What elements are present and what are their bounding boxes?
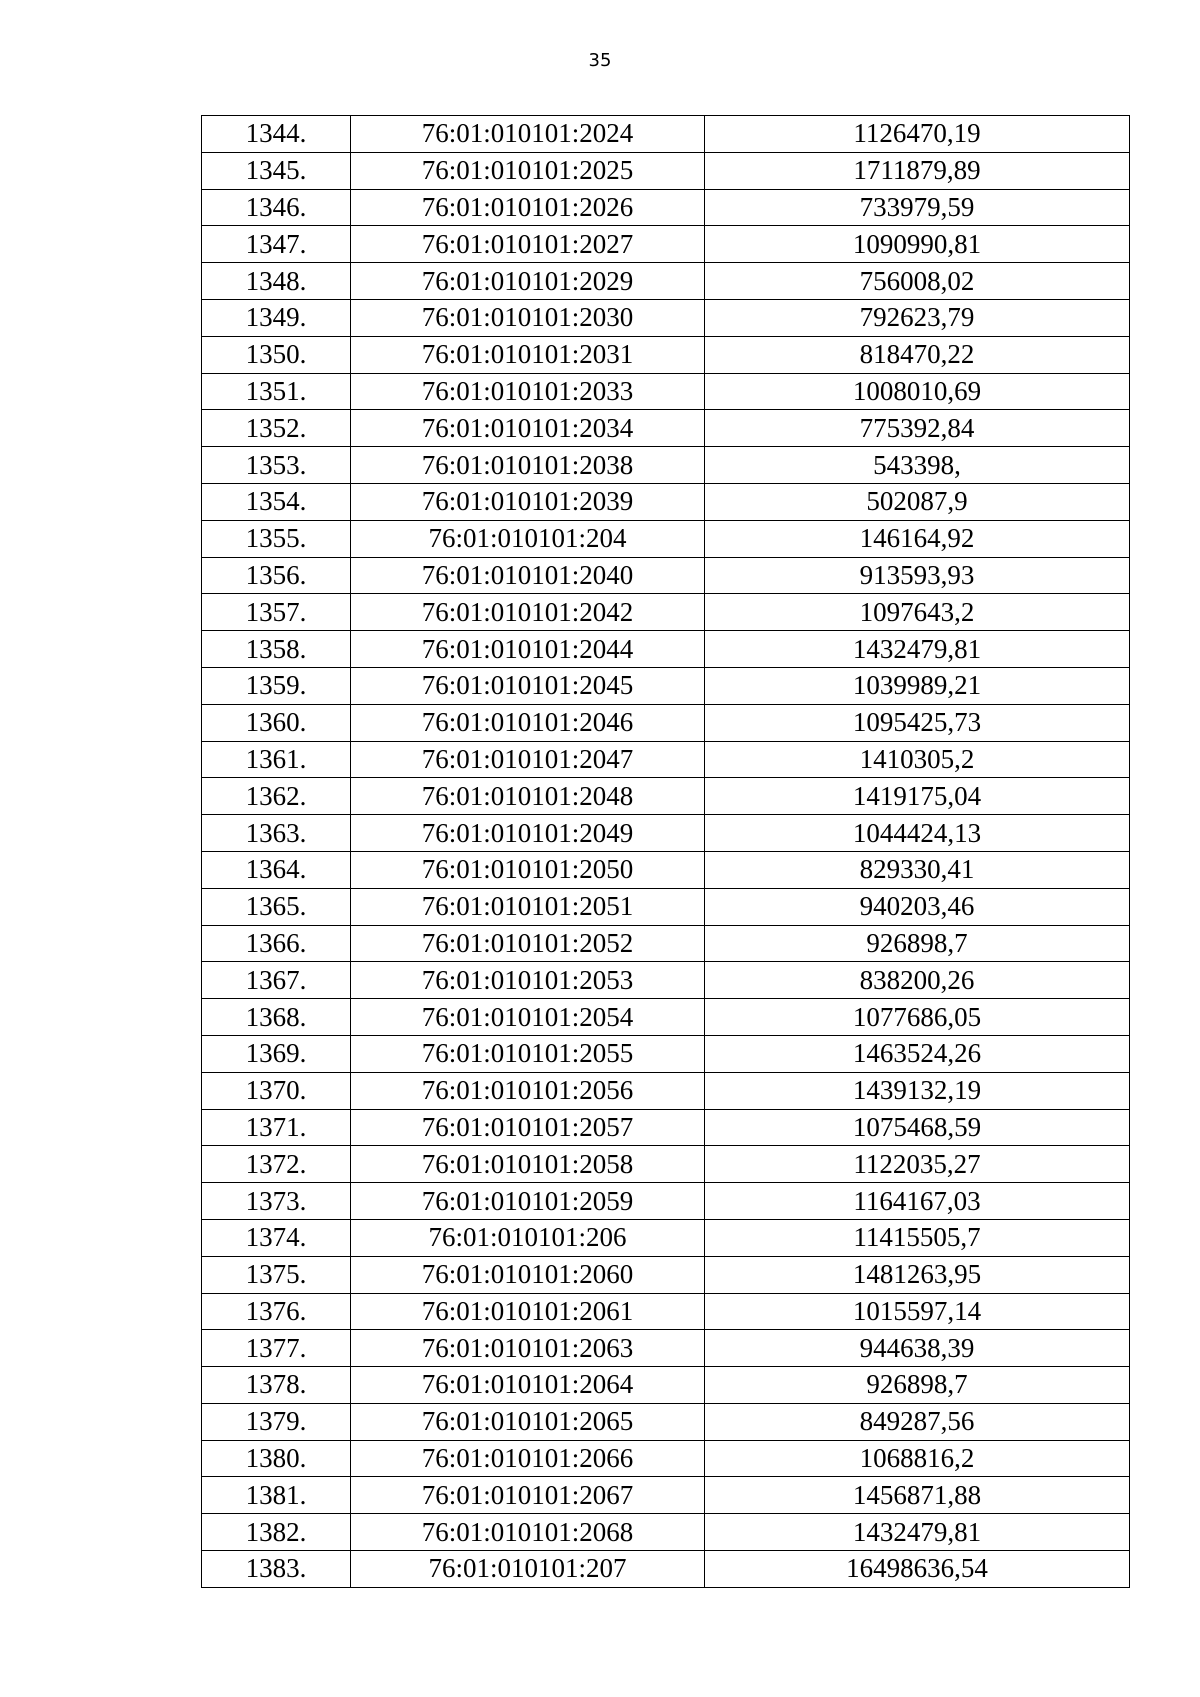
table-row <box>202 557 1130 594</box>
cadastral-number-cell: 76:01:010101:2048 <box>351 778 705 815</box>
value-cell: 1126470,19 <box>705 116 1130 153</box>
table-row <box>202 851 1130 888</box>
row-number-cell: 1351. <box>202 373 351 410</box>
value-cell: 1008010,69 <box>705 373 1130 410</box>
cadastral-number-cell: 76:01:010101:206 <box>351 1219 705 1256</box>
table-row <box>202 1551 1130 1588</box>
cadastral-number-cell: 76:01:010101:2039 <box>351 483 705 520</box>
row-number-cell: 1359. <box>202 667 351 704</box>
table-row <box>202 631 1130 668</box>
table-row <box>202 263 1130 300</box>
value-cell: 838200,26 <box>705 962 1130 999</box>
row-number-cell: 1381. <box>202 1477 351 1514</box>
table-row <box>202 152 1130 189</box>
row-number-cell: 1362. <box>202 778 351 815</box>
cadastral-number-cell: 76:01:010101:2046 <box>351 704 705 741</box>
cadastral-number-cell: 76:01:010101:2051 <box>351 888 705 925</box>
cadastral-number-cell: 76:01:010101:2061 <box>351 1293 705 1330</box>
cadastral-number-cell: 76:01:010101:2058 <box>351 1146 705 1183</box>
table-row <box>202 520 1130 557</box>
cadastral-number-cell: 76:01:010101:2030 <box>351 299 705 336</box>
value-cell: 1122035,27 <box>705 1146 1130 1183</box>
value-cell: 1419175,04 <box>705 778 1130 815</box>
table-row <box>202 226 1130 263</box>
table-row <box>202 410 1130 447</box>
row-number-cell: 1373. <box>202 1183 351 1220</box>
table-row <box>202 1330 1130 1367</box>
value-cell: 146164,92 <box>705 520 1130 557</box>
cadastral-number-cell: 76:01:010101:2024 <box>351 116 705 153</box>
table-row <box>202 1477 1130 1514</box>
table-row <box>202 1146 1130 1183</box>
table-row <box>202 1293 1130 1330</box>
cadastral-number-cell: 76:01:010101:2056 <box>351 1072 705 1109</box>
table-row <box>202 778 1130 815</box>
cadastral-number-cell: 76:01:010101:2029 <box>351 263 705 300</box>
value-cell: 913593,93 <box>705 557 1130 594</box>
cadastral-value-table <box>201 115 1130 1588</box>
value-cell: 944638,39 <box>705 1330 1130 1367</box>
page-number: 35 <box>588 50 612 71</box>
row-number-cell: 1380. <box>202 1440 351 1477</box>
value-cell: 1068816,2 <box>705 1440 1130 1477</box>
row-number-cell: 1350. <box>202 336 351 373</box>
row-number-cell: 1367. <box>202 962 351 999</box>
table-row <box>202 189 1130 226</box>
value-cell: 926898,7 <box>705 1367 1130 1404</box>
row-number-cell: 1370. <box>202 1072 351 1109</box>
row-number-cell: 1366. <box>202 925 351 962</box>
row-number-cell: 1369. <box>202 1035 351 1072</box>
cadastral-number-cell: 76:01:010101:2060 <box>351 1256 705 1293</box>
value-cell: 1044424,13 <box>705 815 1130 852</box>
row-number-cell: 1378. <box>202 1367 351 1404</box>
value-cell: 940203,46 <box>705 888 1130 925</box>
table-row <box>202 741 1130 778</box>
row-number-cell: 1376. <box>202 1293 351 1330</box>
table-row <box>202 483 1130 520</box>
value-cell: 1463524,26 <box>705 1035 1130 1072</box>
cadastral-number-cell: 76:01:010101:2044 <box>351 631 705 668</box>
value-cell: 756008,02 <box>705 263 1130 300</box>
cadastral-number-cell: 76:01:010101:2050 <box>351 851 705 888</box>
cadastral-number-cell: 76:01:010101:2031 <box>351 336 705 373</box>
cadastral-number-cell: 76:01:010101:2068 <box>351 1514 705 1551</box>
cadastral-number-cell: 76:01:010101:2049 <box>351 815 705 852</box>
cadastral-number-cell: 76:01:010101:2033 <box>351 373 705 410</box>
value-cell: 502087,9 <box>705 483 1130 520</box>
cadastral-number-cell: 76:01:010101:2066 <box>351 1440 705 1477</box>
table-row <box>202 1219 1130 1256</box>
cadastral-number-cell: 76:01:010101:204 <box>351 520 705 557</box>
cadastral-number-cell: 76:01:010101:2057 <box>351 1109 705 1146</box>
table-row <box>202 1183 1130 1220</box>
value-cell: 849287,56 <box>705 1403 1130 1440</box>
value-cell: 1410305,2 <box>705 741 1130 778</box>
value-cell: 829330,41 <box>705 851 1130 888</box>
cadastral-number-cell: 76:01:010101:2052 <box>351 925 705 962</box>
row-number-cell: 1365. <box>202 888 351 925</box>
row-number-cell: 1379. <box>202 1403 351 1440</box>
table-row <box>202 1367 1130 1404</box>
table-row <box>202 704 1130 741</box>
value-cell: 1439132,19 <box>705 1072 1130 1109</box>
row-number-cell: 1354. <box>202 483 351 520</box>
table-row <box>202 999 1130 1036</box>
table-row <box>202 447 1130 484</box>
value-cell: 1095425,73 <box>705 704 1130 741</box>
value-cell: 733979,59 <box>705 189 1130 226</box>
row-number-cell: 1357. <box>202 594 351 631</box>
row-number-cell: 1344. <box>202 116 351 153</box>
table-row <box>202 1256 1130 1293</box>
table-row <box>202 815 1130 852</box>
row-number-cell: 1371. <box>202 1109 351 1146</box>
cadastral-number-cell: 76:01:010101:207 <box>351 1551 705 1588</box>
table-row <box>202 667 1130 704</box>
value-cell: 926898,7 <box>705 925 1130 962</box>
cadastral-number-cell: 76:01:010101:2059 <box>351 1183 705 1220</box>
row-number-cell: 1368. <box>202 999 351 1036</box>
row-number-cell: 1363. <box>202 815 351 852</box>
table-row <box>202 116 1130 153</box>
cadastral-number-cell: 76:01:010101:2054 <box>351 999 705 1036</box>
row-number-cell: 1347. <box>202 226 351 263</box>
cadastral-number-cell: 76:01:010101:2065 <box>351 1403 705 1440</box>
table-row <box>202 1403 1130 1440</box>
table-body <box>202 116 1130 1588</box>
value-cell: 1481263,95 <box>705 1256 1130 1293</box>
cadastral-number-cell: 76:01:010101:2064 <box>351 1367 705 1404</box>
table-row <box>202 925 1130 962</box>
cadastral-number-cell: 76:01:010101:2038 <box>351 447 705 484</box>
cadastral-number-cell: 76:01:010101:2047 <box>351 741 705 778</box>
value-cell: 1015597,14 <box>705 1293 1130 1330</box>
cadastral-number-cell: 76:01:010101:2026 <box>351 189 705 226</box>
table-row <box>202 1440 1130 1477</box>
table-row <box>202 299 1130 336</box>
cadastral-number-cell: 76:01:010101:2045 <box>351 667 705 704</box>
cadastral-number-cell: 76:01:010101:2053 <box>351 962 705 999</box>
row-number-cell: 1346. <box>202 189 351 226</box>
row-number-cell: 1375. <box>202 1256 351 1293</box>
row-number-cell: 1353. <box>202 447 351 484</box>
row-number-cell: 1372. <box>202 1146 351 1183</box>
row-number-cell: 1382. <box>202 1514 351 1551</box>
row-number-cell: 1356. <box>202 557 351 594</box>
table-row <box>202 888 1130 925</box>
value-cell: 1090990,81 <box>705 226 1130 263</box>
table-row <box>202 336 1130 373</box>
row-number-cell: 1383. <box>202 1551 351 1588</box>
row-number-cell: 1345. <box>202 152 351 189</box>
table-row <box>202 1072 1130 1109</box>
value-cell: 775392,84 <box>705 410 1130 447</box>
cadastral-number-cell: 76:01:010101:2040 <box>351 557 705 594</box>
cadastral-number-cell: 76:01:010101:2027 <box>351 226 705 263</box>
cadastral-number-cell: 76:01:010101:2055 <box>351 1035 705 1072</box>
cadastral-number-cell: 76:01:010101:2067 <box>351 1477 705 1514</box>
row-number-cell: 1358. <box>202 631 351 668</box>
value-cell: 1075468,59 <box>705 1109 1130 1146</box>
cadastral-number-cell: 76:01:010101:2063 <box>351 1330 705 1367</box>
value-cell: 16498636,54 <box>705 1551 1130 1588</box>
value-cell: 1039989,21 <box>705 667 1130 704</box>
cadastral-number-cell: 76:01:010101:2025 <box>351 152 705 189</box>
row-number-cell: 1352. <box>202 410 351 447</box>
table-row <box>202 1109 1130 1146</box>
value-cell: 1164167,03 <box>705 1183 1130 1220</box>
row-number-cell: 1374. <box>202 1219 351 1256</box>
value-cell: 818470,22 <box>705 336 1130 373</box>
cadastral-number-cell: 76:01:010101:2042 <box>351 594 705 631</box>
row-number-cell: 1360. <box>202 704 351 741</box>
row-number-cell: 1355. <box>202 520 351 557</box>
row-number-cell: 1348. <box>202 263 351 300</box>
row-number-cell: 1361. <box>202 741 351 778</box>
value-cell: 1097643,2 <box>705 594 1130 631</box>
value-cell: 1711879,89 <box>705 152 1130 189</box>
row-number-cell: 1349. <box>202 299 351 336</box>
row-number-cell: 1377. <box>202 1330 351 1367</box>
table-row <box>202 1035 1130 1072</box>
table-row <box>202 594 1130 631</box>
value-cell: 792623,79 <box>705 299 1130 336</box>
value-cell: 543398, <box>705 447 1130 484</box>
row-number-cell: 1364. <box>202 851 351 888</box>
value-cell: 11415505,7 <box>705 1219 1130 1256</box>
table-row <box>202 373 1130 410</box>
value-cell: 1456871,88 <box>705 1477 1130 1514</box>
cadastral-number-cell: 76:01:010101:2034 <box>351 410 705 447</box>
value-cell: 1077686,05 <box>705 999 1130 1036</box>
value-cell: 1432479,81 <box>705 1514 1130 1551</box>
table-row <box>202 1514 1130 1551</box>
table-row <box>202 962 1130 999</box>
value-cell: 1432479,81 <box>705 631 1130 668</box>
